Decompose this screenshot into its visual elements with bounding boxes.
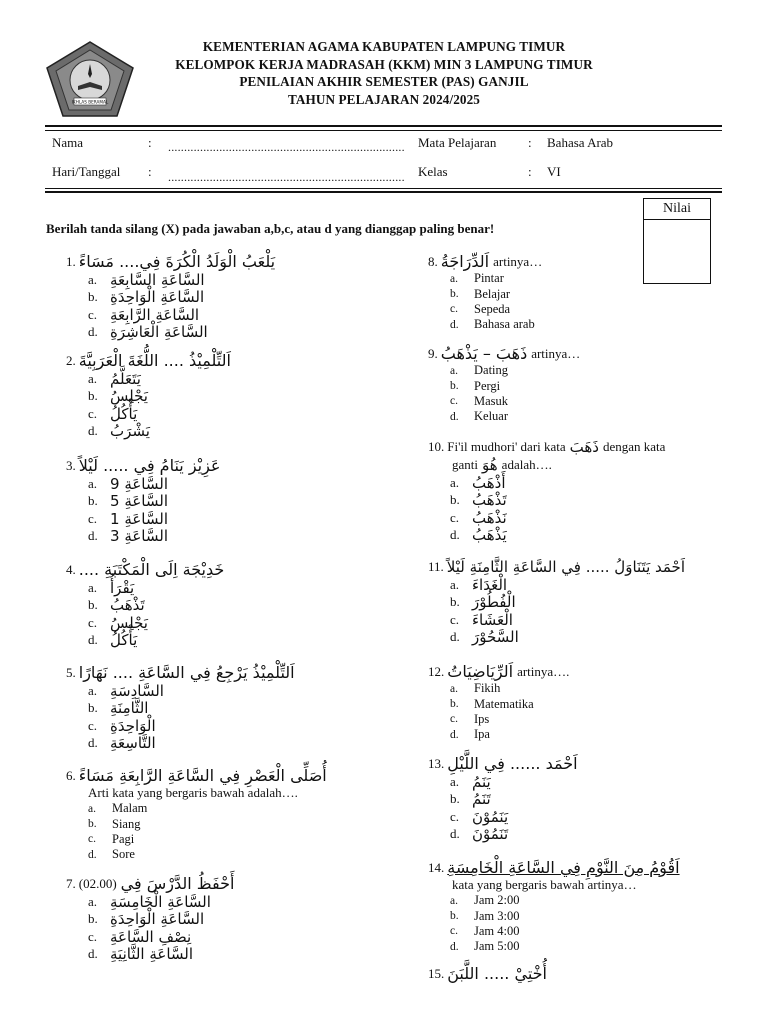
option-c[interactable]: c. Ips (450, 711, 490, 726)
question-11: 11. اَحْمَد يَتَنَاوَلُ ..... فِي السَّاعَةِ الثَّامِنَةِ لَيْلاً a. الْغَدَاءَ b. الْفُطُوْرَ c. الْعَشَاءَ d. السَّحُوْرَ (428, 558, 685, 647)
question-stem: أُصَلِّى الْعَصْرِ فِي السَّاعَةِ الرَّابِعَةِ مَسَاءً (78, 766, 327, 785)
option-a[interactable]: a. يَنَمُ (450, 772, 491, 791)
kelas-label: Kelas (418, 164, 448, 179)
header-line-4: TAHUN PELAJARAN 2024/2025 (287, 91, 480, 107)
question-2: 2. اَلتِّلْمِيْذُ .... اللُّغَةَ الْعَرَبِيَّةَ a. يَتَعَلَّمُ b. يَجْلِسُ c. يَأْكُلُ d. يَشْرَبُ (66, 351, 231, 441)
option-d[interactable]: d. يَشْرَبُ (88, 422, 150, 441)
nilai-box[interactable] (643, 198, 711, 284)
option-a[interactable]: a. Fikih (450, 681, 501, 696)
option-d[interactable]: d. السَّاعَةِ 3 (88, 527, 168, 546)
instruction-text: Berilah tanda silang (X) pada jawaban a,b,c, atau d yang dianggap paling benar! (46, 221, 495, 236)
hari-tanggal-field[interactable]: .......................................................................... (168, 170, 405, 184)
exam-header (140, 38, 628, 108)
option-a[interactable]: a. السَّادِسَةِ (88, 681, 164, 700)
kelas-colon: : (528, 164, 532, 179)
option-a[interactable]: a. Jam 2:00 (450, 893, 520, 908)
option-d[interactable]: d. Keluar (450, 409, 509, 424)
question-stem: اَقُوْمُ مِنَ النَّوْمِ فِي السَّاعَةِ الْخَامِسَةِ (447, 858, 680, 877)
question-stem: عَزِيْز يَنَامُ فِي ..... لَيْلاً (78, 456, 221, 475)
option-b[interactable]: b. Jam 3:00 (450, 908, 520, 923)
identity-divider (45, 191, 722, 193)
option-d[interactable]: d. التَّاسِعَةِ (88, 734, 156, 753)
option-b[interactable]: b. السَّاعَةِ 5 (88, 492, 168, 511)
option-b[interactable]: b. Belajar (450, 286, 511, 301)
option-a[interactable]: a. أَذْهَبُ (450, 473, 506, 492)
nama-label: Nama (52, 135, 84, 150)
option-c[interactable]: c. يَأْكُلُ (88, 404, 138, 423)
mapel-colon: : (528, 135, 532, 150)
question-stem: أَحْفَظُ الدَّرْسَ فِي (120, 874, 235, 893)
question-stem: ذَهَبَ – يَذْهَبُ (440, 344, 528, 363)
option-d[interactable]: d. يَأْكُلُ (88, 631, 138, 650)
hari-tanggal-label: Hari/Tanggal (52, 164, 121, 179)
logo-motto: IKHLAS BERAMAL (71, 99, 109, 105)
option-d[interactable]: d. يَذْهَبُ (450, 526, 507, 545)
option-a[interactable]: a. يَقْرَأُ (88, 578, 135, 597)
question-1 (66, 252, 275, 341)
header-line-2: KELOMPOK KERJA MADRASAH (KKM) MIN 3 LAMPUNG TIMUR (175, 56, 593, 72)
option-b[interactable]: b. السَّاعَةِ الْوَاحِدَةِ (88, 910, 205, 929)
question-stem: ذَهَبَ (569, 438, 599, 456)
question-6: 6. أُصَلِّى الْعَصْرِ فِي السَّاعَةِ الرَّابِعَةِ مَسَاءً Arti kata yang bergaris bawah adalah…. a. Malam b. Siang c. Pagi d. Sore (66, 766, 327, 862)
option-a[interactable]: a. Pintar (450, 271, 504, 286)
nama-colon: : (148, 135, 152, 150)
option-b[interactable]: b. تَذْهَبُ (88, 596, 145, 615)
mapel-value: Bahasa Arab (547, 135, 614, 150)
option-b[interactable]: b. السَّاعَةِ الْوَاحِدَةِ (88, 288, 205, 307)
option-d[interactable]: d. Bahasa arab (450, 317, 535, 332)
option-c[interactable]: c. السَّاعَةِ الرَّابِعَةِ (88, 305, 200, 324)
option-d[interactable]: d. تَنَمُوْنَ (450, 825, 509, 844)
option-b[interactable]: b. تَذْهَبُ (450, 491, 507, 510)
option-d[interactable]: d. السَّاعَةِ الْعَاشِرَةِ (88, 323, 208, 342)
question-stem: اَلرِّيَاضِيَاتُ (447, 662, 514, 681)
option-b[interactable]: b. Pergi (450, 378, 501, 393)
question-7: 7. (02.00) أَحْفَظُ الدَّرْسَ فِي a. السَّاعَةِ الْخَامِسَةِ b. السَّاعَةِ الْوَاحِدَةِ c. نِصْفِ السَّاعَةِ d. السَّاعَةِ الثَّانِيَةِ (66, 874, 235, 964)
question-stem: اَلتِّلْمِيْذُ يَرْجِعُ فِي السَّاعَةِ .... نَهَارًا (78, 663, 295, 682)
option-c[interactable]: c. السَّاعَةِ 1 (88, 509, 168, 528)
question-subtext: kata yang bergaris bawah artinya… (452, 877, 637, 892)
question-3: 3. عَزِيْز يَنَامُ فِي ..... لَيْلاً a. السَّاعَةِ 9 b. السَّاعَةِ 5 c. السَّاعَةِ 1 d. السَّاعَةِ 3 (66, 456, 221, 546)
option-c[interactable]: c. نَذْهَبُ (450, 508, 507, 527)
option-a[interactable]: a. السَّاعَةِ الْخَامِسَةِ (88, 892, 211, 911)
question-stem: أُخْتِيْ ..... اللَّبَنَ (447, 964, 547, 983)
question-15: 15. أُخْتِيْ ..... اللَّبَنَ (428, 964, 547, 983)
question-10: 10. Fi'il mudhori' dari kata ذَهَبَ dengan kata ganti هُوَ adalah…. a. أَذْهَبُ b. تَذْهَبُ c. نَذْهَبُ d. يَذْهَبُ (428, 438, 666, 545)
question-stem: اَلتِّلْمِيْذُ .... اللُّغَةَ الْعَرَبِيَّةَ (78, 351, 231, 370)
question-9: 9. ذَهَبَ – يَذْهَبُ artinya… a. Dating b. Pergi c. Masuk d. Keluar (428, 344, 581, 424)
header-divider (45, 125, 722, 127)
option-c[interactable]: c. Jam 4:00 (450, 923, 520, 938)
kelas-value: VI (547, 164, 561, 179)
option-a[interactable]: a. السَّاعَةِ السَّابِعَةِ (88, 270, 205, 289)
question-12: 12. اَلرِّيَاضِيَاتُ artinya…. a. Fikih b. Matematika c. Ips d. Ipa (428, 662, 570, 742)
question-4: 4. خَدِيْجَة اِلَى الْمَكْتَبَةِ .... a. يَقْرَأُ b. تَذْهَبُ c. يَجْلِسُ d. يَأْكُلُ (66, 560, 225, 650)
option-d[interactable]: d. Jam 5:00 (450, 939, 520, 954)
option-b[interactable]: b. Matematika (450, 696, 534, 711)
option-c[interactable]: c. Sepeda (450, 301, 511, 316)
option-c[interactable]: c. Masuk (450, 393, 509, 408)
question-13: 13. اَحْمَد ...... فِي اللَّيْلِ a. يَنَمُ b. تَنَمُ c. يَنَمُوْنَ d. تَنَمُوْنَ (428, 754, 578, 844)
option-a[interactable]: a. Malam (88, 801, 148, 816)
option-c[interactable]: c. Pagi (88, 831, 135, 846)
question-stem: خَدِيْجَة اِلَى الْمَكْتَبَةِ .... (78, 560, 225, 579)
question-stem: اَحْمَد يَتَنَاوَلُ ..... فِي السَّاعَةِ الثَّامِنَةِ لَيْلاً (446, 558, 685, 576)
question-14: 14. اَقُوْمُ مِنَ النَّوْمِ فِي السَّاعَةِ الْخَامِسَةِ kata yang bergaris bawah artinya… a. Jam 2:00 b. Jam 3:00 c. Jam 4:00 d. Jam 5:00 (428, 858, 680, 954)
option-c[interactable]: c. الْعَشَاءَ (450, 610, 513, 629)
nama-field[interactable]: .......................................................................... (168, 140, 405, 154)
option-d[interactable]: d. Ipa (450, 727, 490, 742)
question-number: 1. (66, 253, 76, 269)
mapel-label: Mata Pelajaran (418, 135, 497, 150)
question-stem: اَحْمَد ...... فِي اللَّيْلِ (447, 754, 578, 773)
option-b[interactable]: b. تَنَمُ (450, 790, 491, 809)
option-d[interactable]: d. Sore (88, 847, 135, 862)
option-b[interactable]: b. الثَّامِنَةِ (88, 699, 149, 718)
hari-tanggal-colon: : (148, 164, 152, 179)
option-d[interactable]: d. السَّحُوْرَ (450, 628, 519, 647)
question-stem: يَلْعَبُ الْوَلَدُ الْكُرَةَ فِي.... مَسَاءً (78, 252, 276, 271)
option-c[interactable]: c. يَنَمُوْنَ (450, 807, 509, 826)
option-b[interactable]: b. الْفُطُوْرَ (450, 593, 516, 612)
option-c[interactable]: c. الْوَاحِدَةِ (88, 716, 156, 735)
header-line-3: PENILAIAN AKHIR SEMESTER (PAS) GANJIL (239, 74, 529, 89)
nilai-label: Nilai (644, 199, 710, 220)
question-8: 8. اَلدِّرَاجَةُ artinya… a. Pintar b. Belajar c. Sepeda d. Bahasa arab (428, 252, 543, 332)
kemenag-logo (44, 40, 136, 118)
option-a[interactable]: a. يَتَعَلَّمُ (88, 369, 141, 388)
question-stem: اَلدِّرَاجَةُ (440, 252, 490, 271)
question-subtext: Arti kata yang bergaris bawah adalah…. (88, 785, 298, 800)
option-a[interactable]: a. Dating (450, 363, 509, 378)
option-d[interactable]: d. السَّاعَةِ الثَّانِيَةِ (88, 945, 194, 964)
option-a[interactable]: a. السَّاعَةِ 9 (88, 474, 168, 493)
identity-divider-thin (45, 188, 722, 189)
header-divider-thin (45, 130, 722, 131)
option-a[interactable]: a. الْغَدَاءَ (450, 575, 508, 594)
option-c[interactable]: c. نِصْفِ السَّاعَةِ (88, 927, 192, 946)
header-line-1: KEMENTERIAN AGAMA KABUPATEN LAMPUNG TIMUR (202, 39, 566, 54)
option-b[interactable]: b. يَجْلِسُ (88, 387, 148, 406)
question-5: 5. اَلتِّلْمِيْذُ يَرْجِعُ فِي السَّاعَةِ .... نَهَارًا a. السَّادِسَةِ b. الثَّامِنَةِ c. الْوَاحِدَةِ d. التَّاسِعَةِ (66, 663, 295, 753)
option-b[interactable]: b. Siang (88, 816, 141, 831)
option-c[interactable]: c. يَجْلِسُ (88, 613, 148, 632)
